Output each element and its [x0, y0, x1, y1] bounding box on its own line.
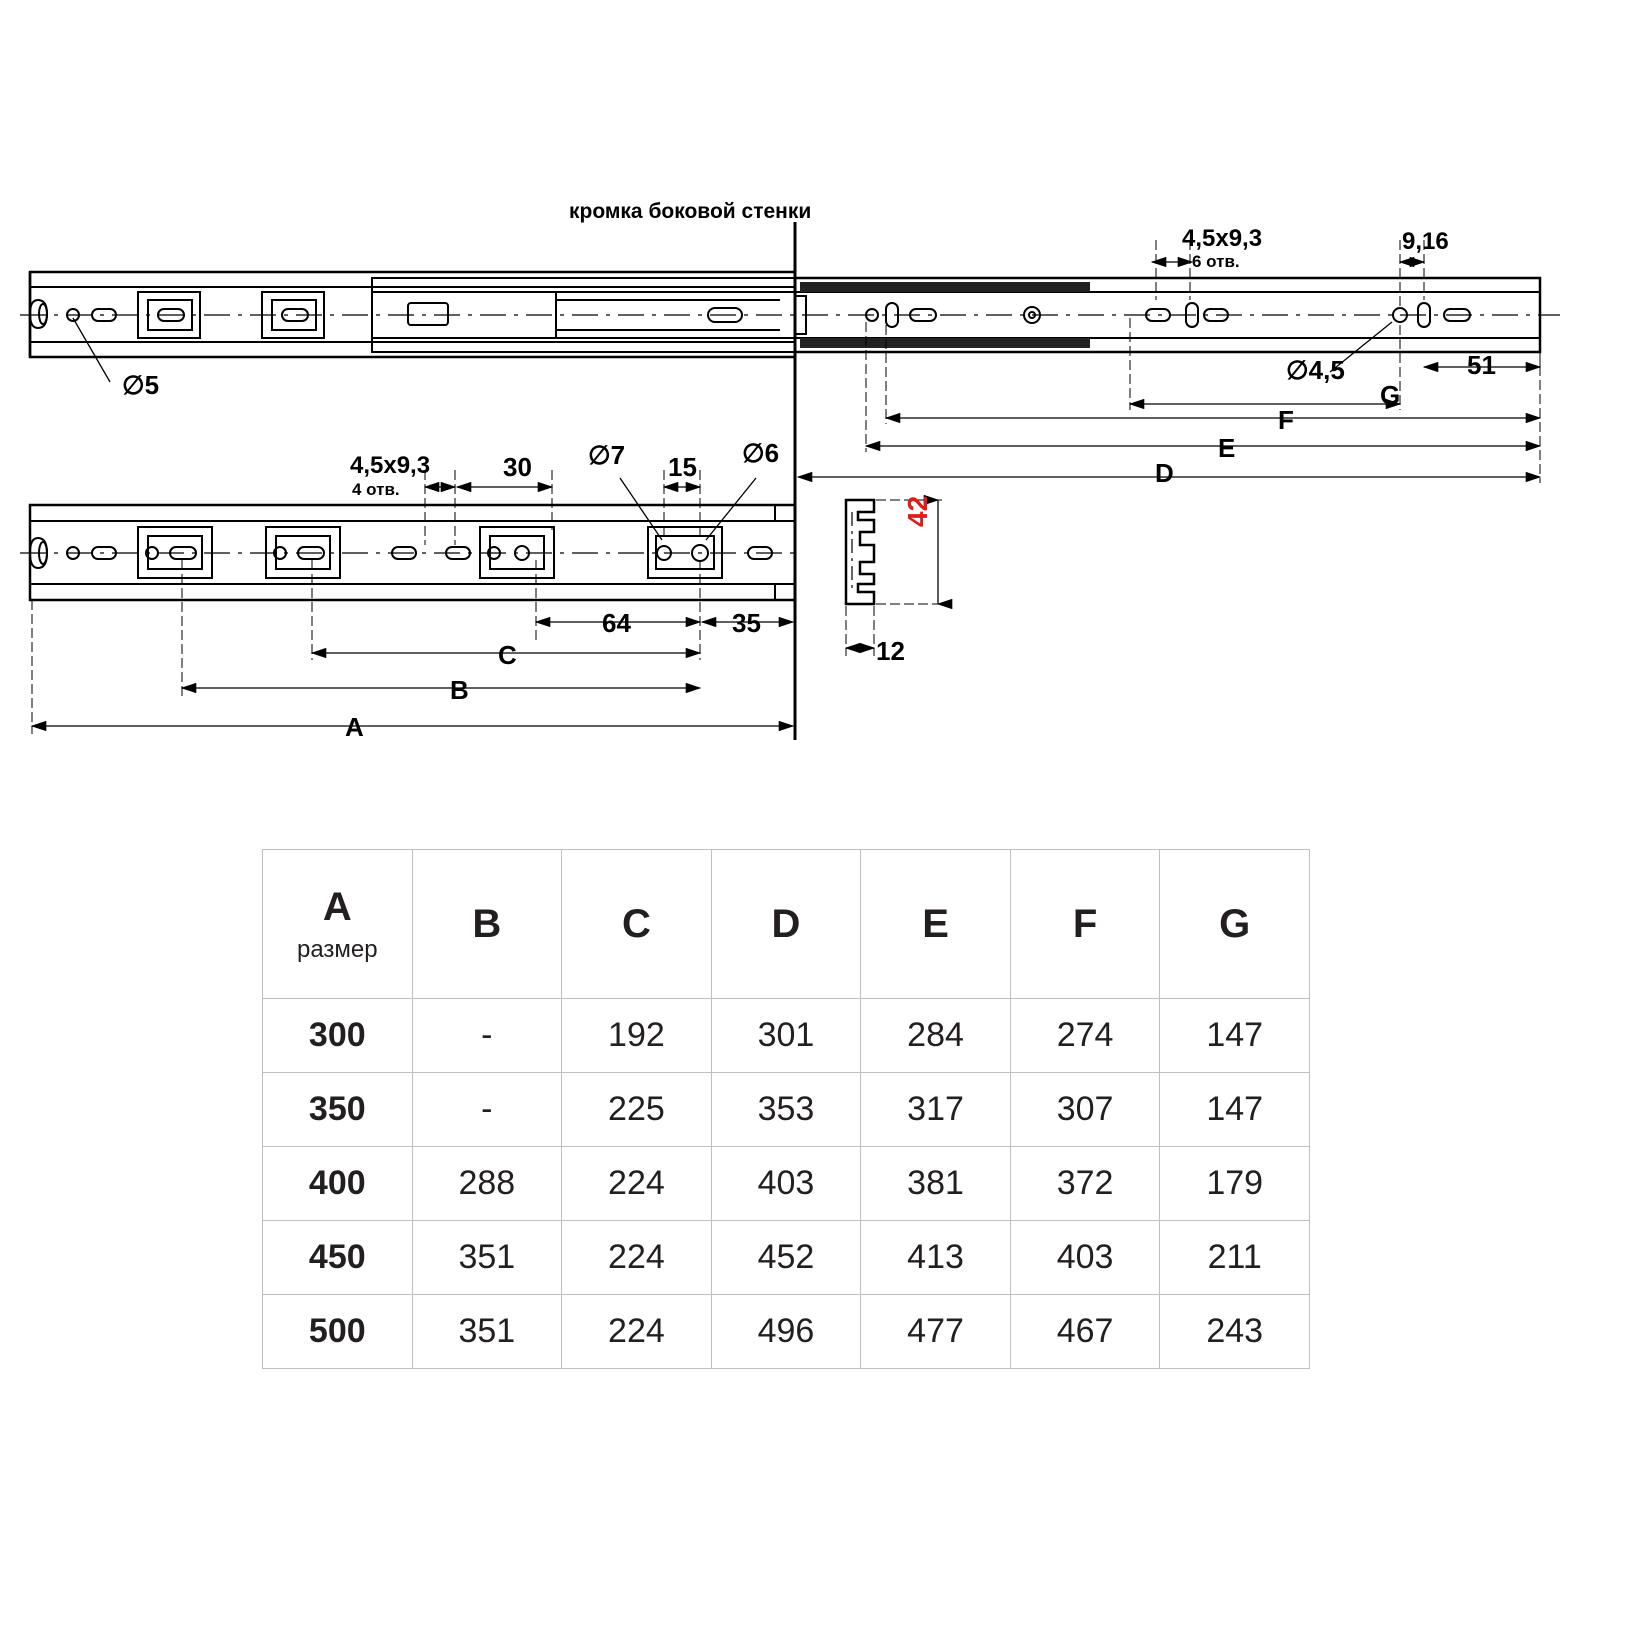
- dimension-table: [262, 849, 1310, 1369]
- dim-12-label: 12: [876, 636, 905, 666]
- cell-C: 224: [562, 1221, 712, 1295]
- dim-letter-F: F: [1278, 405, 1294, 435]
- dim-letter-D: D: [1155, 458, 1174, 488]
- table-row: [263, 1295, 1310, 1369]
- cell-E: 317: [861, 1073, 1011, 1147]
- cell-C: 225: [562, 1073, 712, 1147]
- dim-letter-C: C: [498, 640, 517, 670]
- dim-letter-E: E: [1218, 433, 1236, 463]
- table-row: [263, 999, 1310, 1073]
- col-header-A: [263, 850, 413, 999]
- table-row: [263, 1221, 1310, 1295]
- cell-F: 274: [1010, 999, 1160, 1073]
- cell-D: 452: [711, 1221, 861, 1295]
- col-header-G: G: [1160, 850, 1310, 999]
- col-header-B: B: [412, 850, 562, 999]
- cell-B: -: [412, 1073, 562, 1147]
- cell-E: 477: [861, 1295, 1011, 1369]
- cell-B: 351: [412, 1221, 562, 1295]
- dim-51-label: 51: [1467, 350, 1496, 380]
- cell-G: 243: [1160, 1295, 1310, 1369]
- cell-B: 351: [412, 1295, 562, 1369]
- cell-D: 403: [711, 1147, 861, 1221]
- dim-letter-G-top: G: [1380, 380, 1401, 410]
- cell-F: 403: [1010, 1221, 1160, 1295]
- cell-C: 224: [562, 1147, 712, 1221]
- cell-A: 350: [263, 1073, 413, 1147]
- dim-64-label: 64: [602, 608, 631, 638]
- col-header-C: C: [562, 850, 712, 999]
- dim-30-label: 30: [503, 452, 532, 482]
- hole-diameter-4-5-label: ∅4,5: [1286, 355, 1345, 385]
- slot-4-5x9-3-top-label: 4,5x9,3: [1182, 225, 1263, 252]
- slot-4-5x9-3-top-count: 6 отв.: [1192, 252, 1240, 271]
- hole-diameter-6-label: ∅6: [742, 438, 780, 468]
- cell-B: 288: [412, 1147, 562, 1221]
- cell-G: 211: [1160, 1221, 1310, 1295]
- cell-A: 300: [263, 999, 413, 1073]
- cell-D: 301: [711, 999, 861, 1073]
- dim-15-label: 15: [668, 452, 697, 482]
- slot-4-5x9-3-bottom-count: 4 отв.: [352, 480, 400, 499]
- cell-G: 179: [1160, 1147, 1310, 1221]
- col-header-E: E: [861, 850, 1011, 999]
- hole-diameter-7-label: ∅7: [588, 440, 626, 470]
- cell-E: 284: [861, 999, 1011, 1073]
- table-header-row: [263, 850, 1310, 999]
- cell-D: 353: [711, 1073, 861, 1147]
- cell-F: 307: [1010, 1073, 1160, 1147]
- hole-diameter-5-label: ∅5: [122, 370, 160, 400]
- col-header-A-sub: размер: [296, 935, 378, 963]
- cell-C: 192: [562, 999, 712, 1073]
- dim-35-label: 35: [732, 608, 761, 638]
- col-header-D: D: [711, 850, 861, 999]
- table-row: [263, 1147, 1310, 1221]
- side-wall-edge-note: кромка боковой стенки: [569, 200, 812, 223]
- col-header-A-letter: A: [322, 884, 352, 929]
- cell-A: 450: [263, 1221, 413, 1295]
- cell-D: 496: [711, 1295, 861, 1369]
- cell-F: 372: [1010, 1147, 1160, 1221]
- cell-A: 400: [263, 1147, 413, 1221]
- cell-E: 413: [861, 1221, 1011, 1295]
- cell-G: 147: [1160, 1073, 1310, 1147]
- col-header-F: F: [1010, 850, 1160, 999]
- cell-C: 224: [562, 1295, 712, 1369]
- dim-9-16-label: 9,16: [1402, 228, 1449, 255]
- cell-E: 381: [861, 1147, 1011, 1221]
- cell-F: 467: [1010, 1295, 1160, 1369]
- cell-B: -: [412, 999, 562, 1073]
- table-row: [263, 1073, 1310, 1147]
- dim-letter-A: A: [345, 712, 364, 742]
- dim-42-label: 42: [902, 495, 933, 527]
- cell-G: 147: [1160, 999, 1310, 1073]
- slot-4-5x9-3-bottom-label: 4,5x9,3: [350, 452, 431, 479]
- dim-letter-B: B: [450, 675, 469, 705]
- cell-A: 500: [263, 1295, 413, 1369]
